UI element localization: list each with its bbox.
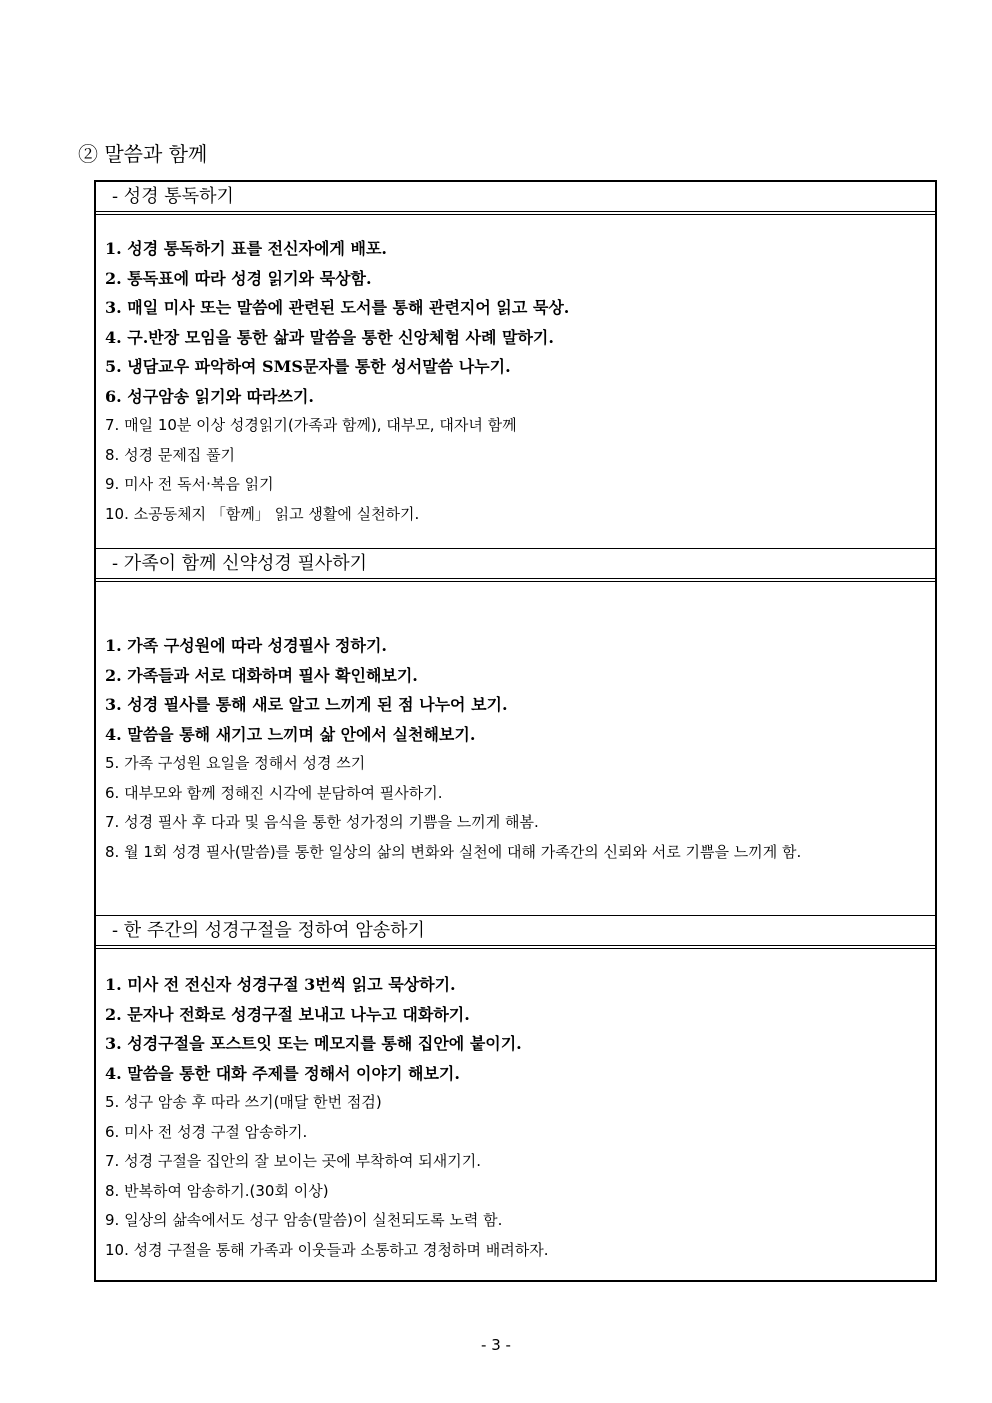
list-item: 7. 성경 필사 후 다과 및 음식을 통한 성가정의 기쁨을 느끼게 해봄. (105, 813, 539, 831)
list-item: 5. 성구 암송 후 따라 쓰기(매달 한번 점검) (105, 1093, 382, 1111)
section-body-bible-reading (96, 234, 935, 529)
section-heading-bible-reading: - 성경 통독하기 (96, 182, 935, 215)
list-item: 1. 미사 전 전신자 성경구절 3번씩 읽고 묵상하기. (105, 975, 456, 994)
list-item: 8. 반복하여 암송하기.(30회 이상) (105, 1181, 329, 1200)
content-table (94, 180, 937, 1282)
list-item: 8. 월 1회 성경 필사(말씀)를 통한 일상의 삶의 변화와 실천에 대해 가족간의 신뢰와 서로 기쁨을 느끼게 함. (105, 842, 802, 861)
list-item: 2. 가족들과 서로 대화하며 필사 확인해보기. (105, 665, 418, 685)
list-item: 9. 일상의 삶속에서도 성구 암송(말씀)이 실천되도록 노력 함. (105, 1211, 503, 1229)
list-item: 10. 소공동체지 「함께」 읽고 생활에 실천하기. (105, 504, 420, 523)
page-number: - 3 - (481, 1336, 511, 1354)
section-heading-family-transcription: - 가족이 함께 신약성경 필사하기 (96, 549, 935, 582)
list-item: 1. 성경 통독하기 표를 전신자에게 배포. (105, 239, 387, 258)
list-item: 5. 가족 구성원 요일을 정해서 성경 쓰기 (105, 754, 366, 772)
list-item: 3. 매일 미사 또는 말씀에 관련된 도서를 통해 관련지어 읽고 묵상. (105, 298, 570, 317)
list-item: 4. 구.반장 모임을 통한 삶과 말씀을 통한 신앙체험 사례 말하기. (105, 327, 554, 347)
list-item: 9. 미사 전 독서·복음 읽기 (105, 475, 274, 493)
list-item: 6. 미사 전 성경 구절 암송하기. (105, 1122, 308, 1141)
list-item: 7. 성경 구절을 집안의 잘 보이는 곳에 부착하여 되새기기. (105, 1152, 482, 1170)
list-item: 1. 가족 구성원에 따라 성경필사 정하기. (105, 636, 387, 655)
list-item: 8. 성경 문제집 풀기 (105, 445, 236, 464)
list-item: 4. 말씀을 통한 대화 주제를 정해서 이야기 해보기. (105, 1063, 460, 1083)
list-item: 5. 냉담교우 파악하여 SMS문자를 통한 성서말씀 나누기. (105, 357, 511, 376)
list-item: 6. 대부모와 함께 정해진 시각에 분담하여 필사하기. (105, 783, 443, 802)
list-item: 7. 매일 10분 이상 성경읽기(가족과 함께), 대부모, 대자녀 함께 (105, 416, 517, 434)
section-heading-verse-memorization: - 한 주간의 성경구절을 정하여 암송하기 (96, 916, 935, 949)
list-item: 2. 문자나 전화로 성경구절 보내고 나누고 대화하기. (105, 1004, 470, 1024)
section-body-family-transcription (96, 631, 935, 867)
page-title: ② 말씀과 함께 (78, 142, 208, 166)
list-item: 3. 성경 필사를 통해 새로 알고 느끼게 된 점 나누어 보기. (105, 695, 508, 714)
list-item: 10. 성경 구절을 통해 가족과 이웃들과 소통하고 경청하며 배려하자. (105, 1240, 549, 1259)
list-item: 4. 말씀을 통해 새기고 느끼며 삶 안에서 실천해보기. (105, 724, 476, 744)
section-body-verse-memorization (96, 970, 935, 1265)
list-item: 2. 통독표에 따라 성경 읽기와 묵상함. (105, 268, 372, 288)
list-item: 6. 성구암송 읽기와 따라쓰기. (105, 386, 315, 406)
list-item: 3. 성경구절을 포스트잇 또는 메모지를 통해 집안에 붙이기. (105, 1034, 522, 1053)
